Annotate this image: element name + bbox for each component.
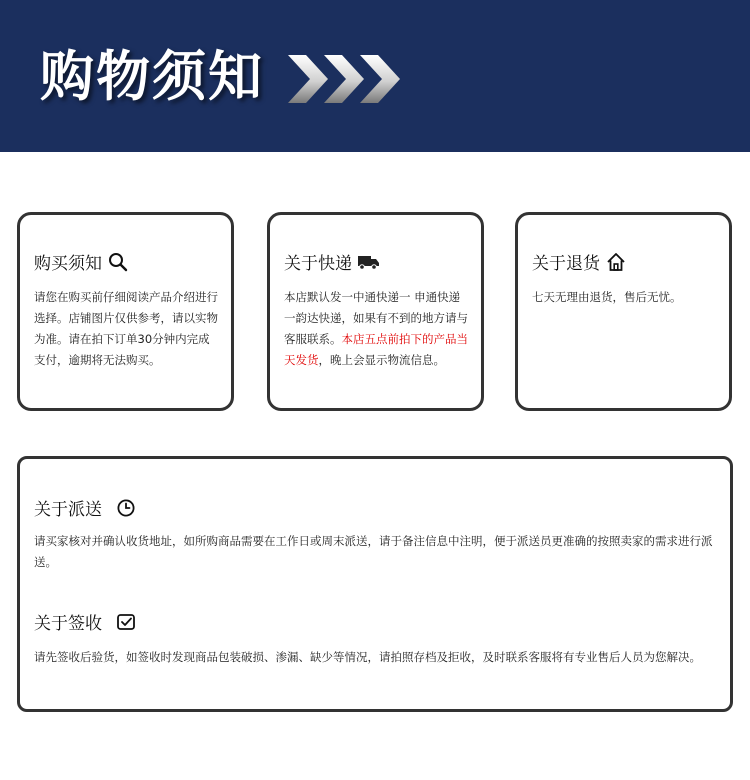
card-body: 请您在购买前仔细阅读产品介绍进行选择。店铺图片仅供参考，请以实物为准。请在拍下订单30分钟内完成支付，逾期将无法购买。 (34, 290, 218, 367)
section-body: 请买家核对并确认收货地址，如所购商品需要在工作日或周末派送，请于备注信息中注明，便于派送员更准确的按照卖家的需求进行派送。 (34, 534, 713, 569)
header-banner (0, 0, 750, 152)
page-title: 购物须知 (40, 45, 264, 108)
card-body: 七天无理由退货，售后无忧。 (532, 290, 682, 304)
section-title-text: 关于签收 (34, 614, 102, 634)
highlight-text: 本店五点前拍下的产品当天发货 (284, 332, 468, 367)
card-title (34, 249, 128, 274)
delivery-truck-icon (358, 254, 380, 270)
clock-icon (116, 498, 136, 518)
card-title-text: 关于退货 (532, 254, 600, 274)
card-title-text: 购买须知 (34, 254, 102, 274)
card-purchase-notice (17, 212, 234, 411)
section-title (34, 495, 136, 520)
home-icon (606, 252, 626, 272)
triple-chevron-right-icon (288, 55, 400, 103)
delivery-signing-panel (17, 456, 733, 712)
card-about-returns (515, 212, 732, 411)
section-title (34, 609, 136, 634)
card-title (284, 249, 380, 274)
card-title-text: 关于快递 (284, 254, 352, 274)
card-about-express (267, 212, 484, 411)
section-title-text: 关于派送 (34, 500, 102, 520)
card-body (284, 287, 471, 371)
search-icon (108, 252, 128, 272)
card-title (532, 249, 626, 274)
card-body-text: ，晚上会显示物流信息。 (318, 353, 445, 367)
checked-box-icon (116, 612, 136, 632)
card-body-text: 本店默认发一中通快递一 申通快递一韵达快递，如果有不到的地方请与客服联系。 (284, 290, 468, 346)
section-body: 请先签收后验货，如签收时发现商品包装破损、渗漏、缺少等情况，请拍照存档及拒收，及时联系客服将有专业售后人员为您解决。 (34, 650, 701, 664)
